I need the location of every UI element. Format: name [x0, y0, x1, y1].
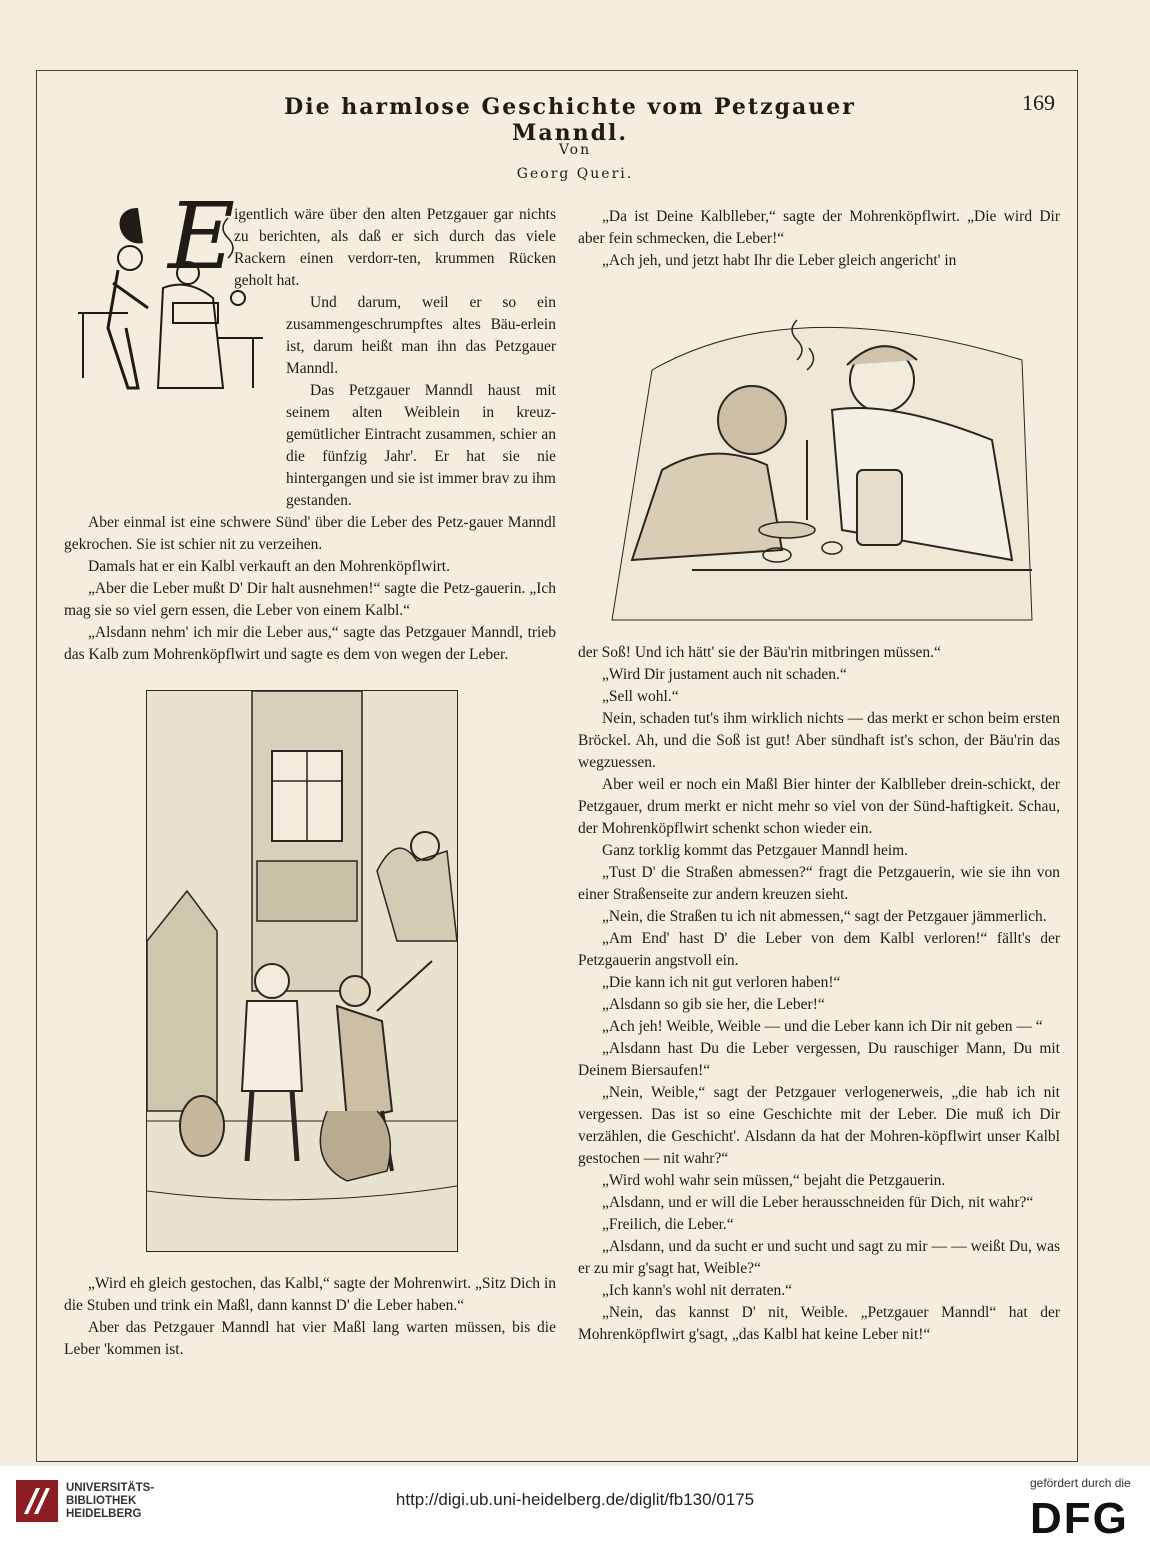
- col1-top-text: [64, 380, 556, 666]
- library-name-line2: BIBLIOTHEK: [66, 1495, 137, 1507]
- paragraph-col2-12: „Die kann ich nit gut verloren haben!“: [602, 974, 841, 991]
- library-name-line1: UNIVERSITÄTS-: [66, 1482, 155, 1494]
- paragraph-col1-8: „Wird eh gleich gestochen, das Kalbl,“ sagte der Mohrenwirt. „Sitz Dich in die Stuben und trink ein Maßl, dann kannst D' die Leber haben.“: [64, 1275, 556, 1314]
- paragraph-col2-14: „Ach jeh! Weible, Weible — und die Leber kann ich Dir nit geben — “: [602, 1018, 1043, 1035]
- tavern-illustration: [592, 300, 1052, 630]
- svg-text:E: E: [168, 188, 236, 290]
- col2-top-text: [578, 206, 1060, 272]
- paragraph-col2-10: „Nein, die Straßen tu ich nit abmessen,“ sagt der Petzgauer jämmerlich.: [602, 908, 1047, 925]
- paragraph-col2-21: „Ich kann's wohl nit derraten.“: [602, 1282, 793, 1299]
- paragraph-intro-2: Und darum, weil er so ein zusammengeschrumpftes altes Bäu-erlein ist, darum heißt man ihn das Petzgauer Manndl.: [286, 294, 556, 377]
- paragraph-col2-4: „Wird Dir justament auch nit schaden.“: [602, 666, 847, 683]
- col1-bottom-text: [64, 1273, 556, 1361]
- paragraph-col2-16: „Nein, Weible,“ sagt der Petzgauer verlogenerweis, „die hab ich nit vergessen. Das ist so eine Geschichte mit der Leber. Die muß ich Dir verzählen, die Geschicht'. Alsdann da hat der Mohren-köpflwirt unser Kalbl gestochen — nit wahr?“: [578, 1084, 1060, 1167]
- col1-top-narrow: [286, 292, 556, 380]
- byline-von: Von: [558, 142, 592, 158]
- tavern-drawing: [592, 300, 1052, 630]
- paragraph-col2-18: „Alsdann, und er will die Leber herausschneiden für Dich, nit wahr?“: [602, 1194, 1034, 1211]
- paragraph-col1-4: Aber einmal ist eine schwere Sünd' über die Leber des Petz-gauer Manndl gekrochen. Sie ist schier nit zu verzeihen.: [64, 514, 556, 553]
- funder-caption: gefördert durch die: [1030, 1476, 1131, 1490]
- paragraph-col2-1: „Da ist Deine Kalblleber,“ sagte der Mohrenköpflwirt. „Die wird Dir aber fein schmecken, die Leber!“: [578, 208, 1060, 247]
- paragraph-col2-6: Nein, schaden tut's ihm wirklich nichts — das merkt er schon beim ersten Bröckel. Ah, und die Soß ist gut! Aber sündhaft ist's schon, der Bäu'rin das wegzuessen.: [578, 710, 1060, 771]
- paragraph-col2-17: „Wird wohl wahr sein müssen,“ bejaht die Petzgauerin.: [602, 1172, 946, 1189]
- paragraph-col2-9: „Tust D' die Straßen abmessen?“ fragt die Petzgauerin, wie sie ihn von einer Straßenseite zur andern kreuzen sieht.: [578, 864, 1060, 903]
- source-url[interactable]: http://digi.ub.uni-heidelberg.de/diglit/fb130/0175: [395, 1490, 755, 1509]
- dfg-logo[interactable]: DFG: [1030, 1494, 1129, 1543]
- library-name-line3: HEIDELBERG: [66, 1508, 142, 1520]
- paragraph-col1-5: Damals hat er ein Kalbl verkauft an den Mohrenköpflwirt.: [88, 558, 450, 575]
- paragraph-col1-6: „Aber die Leber mußt D' Dir halt ausnehmen!“ sagte die Petz-gauerin. „Ich mag sie so viel gern essen, die Leber von einem Kalbl.“: [64, 580, 556, 619]
- paragraph-col2-22: „Nein, das kannst D' nit, Weible. „Petzgauer Manndl“ hat der Mohrenköpflwirt g'sagt, „das Kalbl hat keine Leber nit!“: [578, 1304, 1060, 1343]
- col1-top-intro: [234, 204, 556, 292]
- paragraph-col1-7: „Alsdann nehm' ich mir die Leber aus,“ sagte das Petzgauer Manndl, trieb das Kalb zum Mohrenköpflwirt und sagte es dem von wegen der Leber.: [64, 624, 556, 663]
- paragraph-col2-8: Ganz torklig kommt das Petzgauer Manndl heim.: [602, 842, 909, 859]
- paragraph-intro-3: Das Petzgauer Manndl haust mit seinem alten Weiblein in kreuz-gemütlicher Eintracht zusammen, schier an die fünfzig Jahr'. Er hat sie nie hintergangen und sie ist immer brav zu ihm gestanden.: [286, 382, 556, 509]
- paragraph-col2-15: „Alsdann hast Du die Leber vergessen, Du rauschiger Mann, Du mit Deinem Biersaufen!“: [578, 1040, 1060, 1079]
- paragraph-intro-1: igentlich wäre über den alten Petzgauer gar nichts zu berichten, als daß er sich durch das viele Rackern einen verdorr-ten, krummen Rücken geholt hat.: [234, 206, 556, 289]
- paragraph-col2-3: der Soß! Und ich hätt' sie der Bäu'rin mitbringen müssen.“: [578, 644, 941, 661]
- article-title: Die harmlose Geschichte vom Petzgauer Manndl.: [284, 94, 856, 146]
- byline-author: Georg Queri.: [516, 166, 634, 182]
- paragraph-col2-11: „Am End' hast D' die Leber von dem Kalbl verloren!“ fällt's der Petzgauerin angstvoll ein.: [578, 930, 1060, 969]
- street-scene-illustration: [146, 690, 458, 1252]
- paragraph-col2-2: „Ach jeh, und jetzt habt Ihr die Leber gleich angericht' in: [602, 252, 957, 269]
- paragraph-col2-19: „Freilich, die Leber.“: [602, 1216, 734, 1233]
- paragraph-col2-5: „Sell wohl.“: [602, 688, 679, 705]
- page-number: 169: [1022, 90, 1055, 115]
- street-scene-drawing: [147, 691, 457, 1251]
- col2-bottom-text: [578, 642, 1060, 1346]
- paragraph-col2-20: „Alsdann, und da sucht er und sucht und sagt zu mir — — weißt Du, was er zu mir g'sagt hat, Weible?“: [578, 1238, 1060, 1277]
- paragraph-col2-7: Aber weil er noch ein Maßl Bier hinter der Kalblleber drein-schickt, der Petzgauer, drum merkt er nicht mehr so viel von der Sünd-haftigkeit. Schau, der Mohrenköpflwirt schenkt schon wieder ein.: [578, 776, 1060, 837]
- paragraph-col2-13: „Alsdann so gib sie her, die Leber!“: [602, 996, 825, 1013]
- paragraph-col1-9: Aber das Petzgauer Manndl hat vier Maßl lang warten müssen, bis die Leber 'kommen ist.: [64, 1319, 556, 1358]
